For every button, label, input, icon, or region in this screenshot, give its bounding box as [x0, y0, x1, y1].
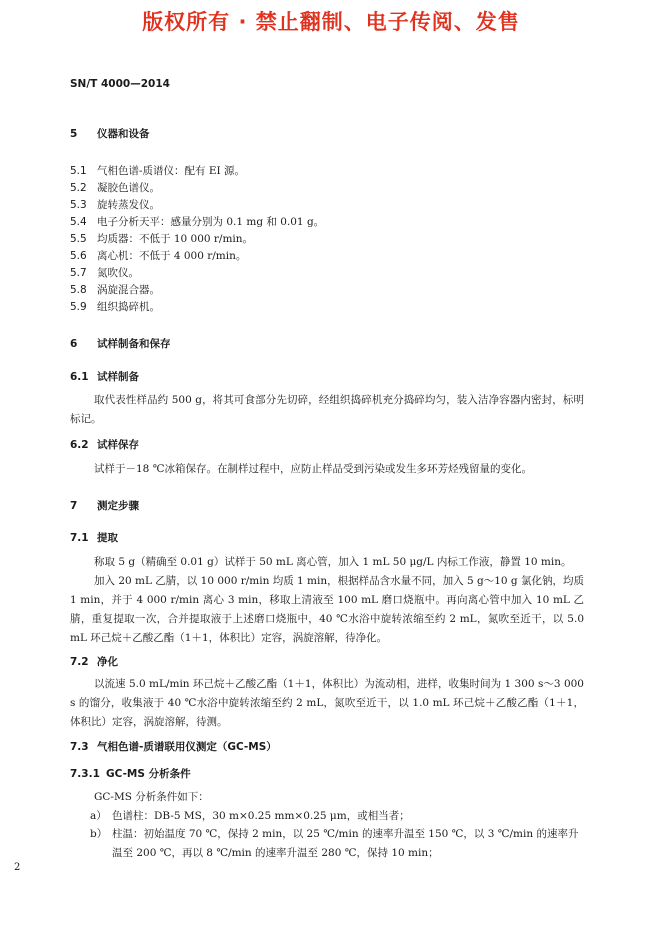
subsection-title: 气相色谱-质谱联用仪测定（GC-MS） — [97, 741, 277, 753]
paragraph: 试样于－18 ℃冰箱保存。在制样过程中，应防止样品受到污染或发生多环芳烃残留量的变化。 — [94, 463, 532, 475]
item-text: 气相色谱-质谱仪：配有 EI 源。 — [97, 165, 246, 177]
item-number: 5.7 — [70, 267, 87, 279]
subsection-7-3-heading — [70, 739, 277, 754]
item-number: 5.6 — [70, 250, 87, 262]
paragraph: GC-MS 分析条件如下： — [94, 791, 209, 803]
subsection-7-1-heading — [70, 530, 118, 545]
item-text: 柱温：初始温度 70 ℃，保持 2 min，以 25 ℃/min 的速率升温至 150 ℃，以 3 ℃/min 的速率升温至 200 ℃，再以 8 ℃/min 的速率升温至 280 ℃，保持 10 min； — [112, 828, 579, 859]
item-number: 5.2 — [70, 182, 87, 194]
subsection-6-2-heading — [70, 437, 139, 452]
section-number: 7 — [70, 500, 78, 512]
paragraph: 以流速 5.0 mL/min 环己烷＋乙酸乙酯（1＋1，体积比）为流动相，进样，收集时间为 1 300 s～3 000 s 的馏分，收集液于 40 ℃水浴中旋转浓缩至约 2 mL，氮吹至近干，以 1.0 mL 环己烷＋乙酸乙酯（1＋1，体积比）定容，涡旋溶解，待测。 — [70, 678, 584, 728]
section-5-heading — [70, 126, 150, 141]
subsection-number: 7.3 — [70, 741, 89, 753]
section-title: 仪器和设备 — [97, 128, 150, 140]
item-number: 5.5 — [70, 233, 87, 245]
item-number: 5.3 — [70, 199, 87, 211]
standard-code: SN/T 4000—2014 — [70, 78, 170, 90]
item-number: 5.1 — [70, 165, 87, 177]
list-item — [70, 248, 246, 263]
copyright-watermark: 版权所有 · 禁止翻制、电子传阅、发售 — [142, 10, 520, 34]
item-text: 均质器：不低于 10 000 r/min。 — [97, 233, 254, 245]
item-text: 涡旋混合器。 — [97, 284, 160, 296]
list-item — [70, 214, 324, 229]
list-item — [70, 197, 160, 212]
list-item — [90, 807, 584, 826]
item-text: 氮吹仪。 — [97, 267, 139, 279]
item-number: 5.8 — [70, 284, 87, 296]
section-title: 测定步骤 — [97, 500, 139, 512]
list-item — [70, 265, 139, 280]
list-item — [90, 825, 584, 863]
subsection-number: 6.1 — [70, 371, 89, 383]
subsection-number: 6.2 — [70, 439, 89, 451]
item-text: 组织捣碎机。 — [97, 301, 160, 313]
subsection-title: 试样保存 — [97, 439, 139, 451]
section-6-heading — [70, 336, 171, 351]
section-title: 试样制备和保存 — [97, 338, 171, 350]
section-number: 5 — [70, 128, 78, 140]
subsection-title: 提取 — [97, 532, 118, 544]
paragraph: 称取 5 g（精确至 0.01 g）试样于 50 mL 离心管，加入 1 mL 50 μg/L 内标工作液，静置 10 min。 — [94, 556, 572, 568]
subsection-7-2-heading — [70, 654, 118, 669]
list-item — [70, 282, 160, 297]
list-item — [70, 180, 160, 195]
page-number: 2 — [14, 862, 21, 873]
subsection-title: 净化 — [97, 656, 118, 668]
item-text: 电子分析天平：感量分别为 0.1 mg 和 0.01 g。 — [97, 216, 325, 228]
subsection-title: GC-MS 分析条件 — [106, 768, 191, 780]
item-number: 5.9 — [70, 301, 87, 313]
subsection-number: 7.3.1 — [70, 768, 100, 780]
subsection-number: 7.1 — [70, 532, 89, 544]
item-text: 旋转蒸发仪。 — [97, 199, 160, 211]
item-text: 离心机：不低于 4 000 r/min。 — [97, 250, 247, 262]
list-item — [70, 299, 160, 314]
item-label: b） — [90, 828, 108, 840]
list-item — [70, 163, 245, 178]
item-text: 色谱柱：DB-5 MS，30 m×0.25 mm×0.25 μm，或相当者； — [112, 810, 410, 822]
subsection-title: 试样制备 — [97, 371, 139, 383]
item-number: 5.4 — [70, 216, 87, 228]
item-label: a） — [90, 810, 107, 822]
item-text: 凝胶色谱仪。 — [97, 182, 160, 194]
subsection-number: 7.2 — [70, 656, 89, 668]
section-number: 6 — [70, 338, 78, 350]
section-7-heading — [70, 498, 139, 513]
paragraph: 取代表性样品约 500 g，将其可食部分先切碎，经组织捣碎机充分捣碎均匀，装入洁净容器内密封，标明标记。 — [70, 394, 584, 425]
list-item — [70, 231, 253, 246]
subsection-7-3-1-heading — [70, 766, 191, 781]
paragraph: 加入 20 mL 乙腈，以 10 000 r/min 均质 1 min，根据样品含水量不同，加入 5 g～10 g 氯化钠，均质 1 min，并于 4 000 r/min 离心 3 min，移取上清液至 100 mL 磨口烧瓶中。再向离心管中加入 10 mL 乙腈，重复提取一次，合并提取液于上述磨口烧瓶中，40 ℃水浴中旋转浓缩至约 2 mL，氮吹至近干，以 5.0 mL 环己烷＋乙酸乙酯（1＋1，体积比）定容，涡旋溶解，待净化。 — [70, 575, 584, 644]
subsection-6-1-heading — [70, 369, 139, 384]
